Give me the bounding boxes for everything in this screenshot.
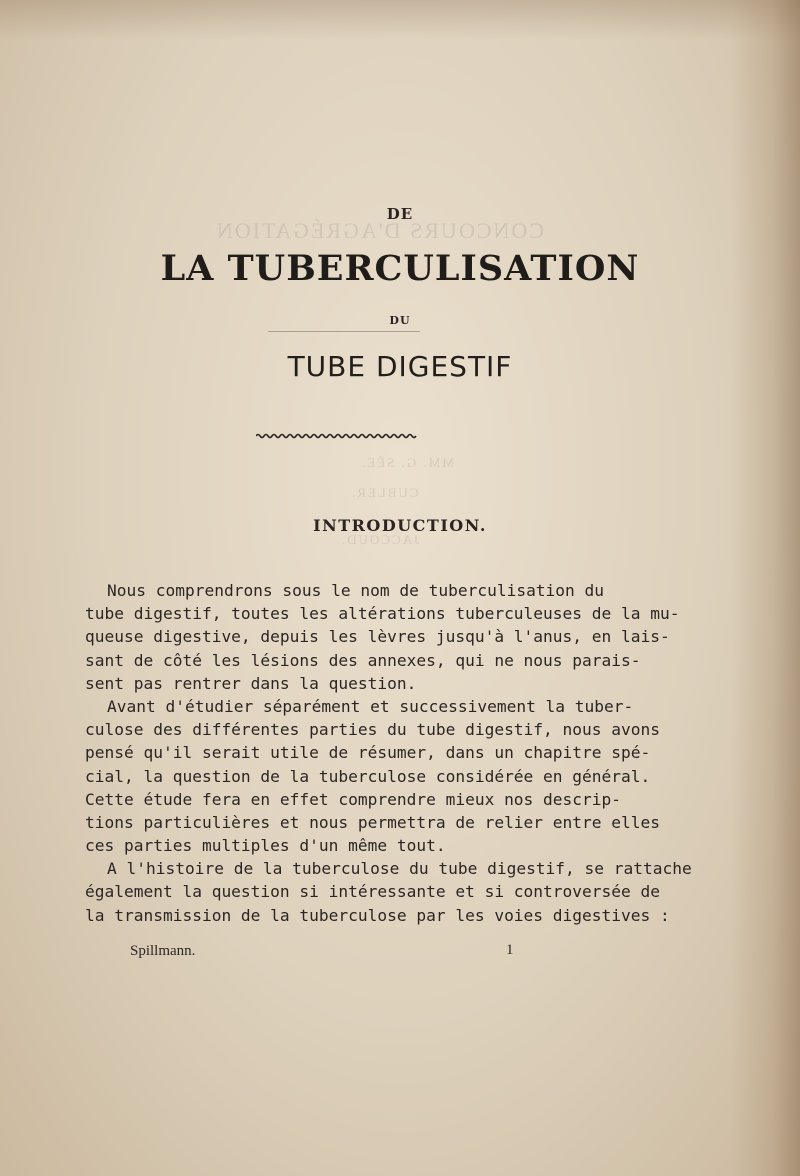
- text-line: tions particulières et nous permettra de relier entre elles: [85, 812, 660, 832]
- text-line: sent pas rentrer dans la question.: [85, 673, 417, 693]
- text-line: tube digestif, toutes les altérations tuberculeuses de la mu-: [85, 604, 680, 624]
- text-line: également la question si intéressante et si controversée de: [85, 882, 660, 902]
- signature-mark: 1: [506, 942, 514, 958]
- title-de: DE: [386, 205, 414, 223]
- text-line: Nous comprendrons sous le nom de tuberculisation du: [107, 581, 605, 600]
- bleed-through-text: CUBLER.: [350, 485, 419, 500]
- text-line: cial, la question de la tuberculose considérée en général.: [85, 766, 651, 786]
- text-line: A l'histoire de la tuberculose du tube digestif, se rattache: [107, 859, 692, 879]
- bleed-through-text: JACCOUD.: [340, 532, 420, 547]
- paper-shadow-top: [0, 0, 800, 40]
- subtitle: TUBE DIGESTIF: [287, 350, 513, 383]
- wavy-divider: [256, 432, 418, 440]
- paper-shadow-right: [730, 0, 800, 1176]
- text-line: queuse digestive, depuis les lèvres jusqu'à l'anus, en lais-: [85, 627, 670, 647]
- bleed-through-text: MM. G. SÉE.: [360, 455, 454, 470]
- title-du: DU: [389, 314, 411, 327]
- text-line: pensé qu'il serait utile de résumer, dans un chapitre spé-: [85, 743, 651, 763]
- thin-rule: [268, 331, 420, 332]
- text-line: la transmission de la tuberculose par les voies digestives :: [85, 905, 670, 925]
- bleed-through-text: CONCOURS D'AGRÉGATION: [215, 218, 544, 243]
- body-text: [85, 579, 692, 927]
- main-title: LA TUBERCULISATION: [160, 248, 640, 289]
- text-line: sant de côté les lésions des annexes, qui ne nous parais-: [85, 650, 641, 670]
- section-heading: INTRODUCTION.: [313, 516, 487, 535]
- text-line: Cette étude fera en effet comprendre mieux nos descrip-: [85, 789, 622, 809]
- text-line: ces parties multiples d'un même tout.: [85, 836, 446, 856]
- text-line: culose des différentes parties du tube digestif, nous avons: [85, 720, 660, 740]
- footer-author: Spillmann.: [130, 943, 196, 959]
- text-line: Avant d'étudier séparément et successivement la tuber-: [107, 696, 634, 716]
